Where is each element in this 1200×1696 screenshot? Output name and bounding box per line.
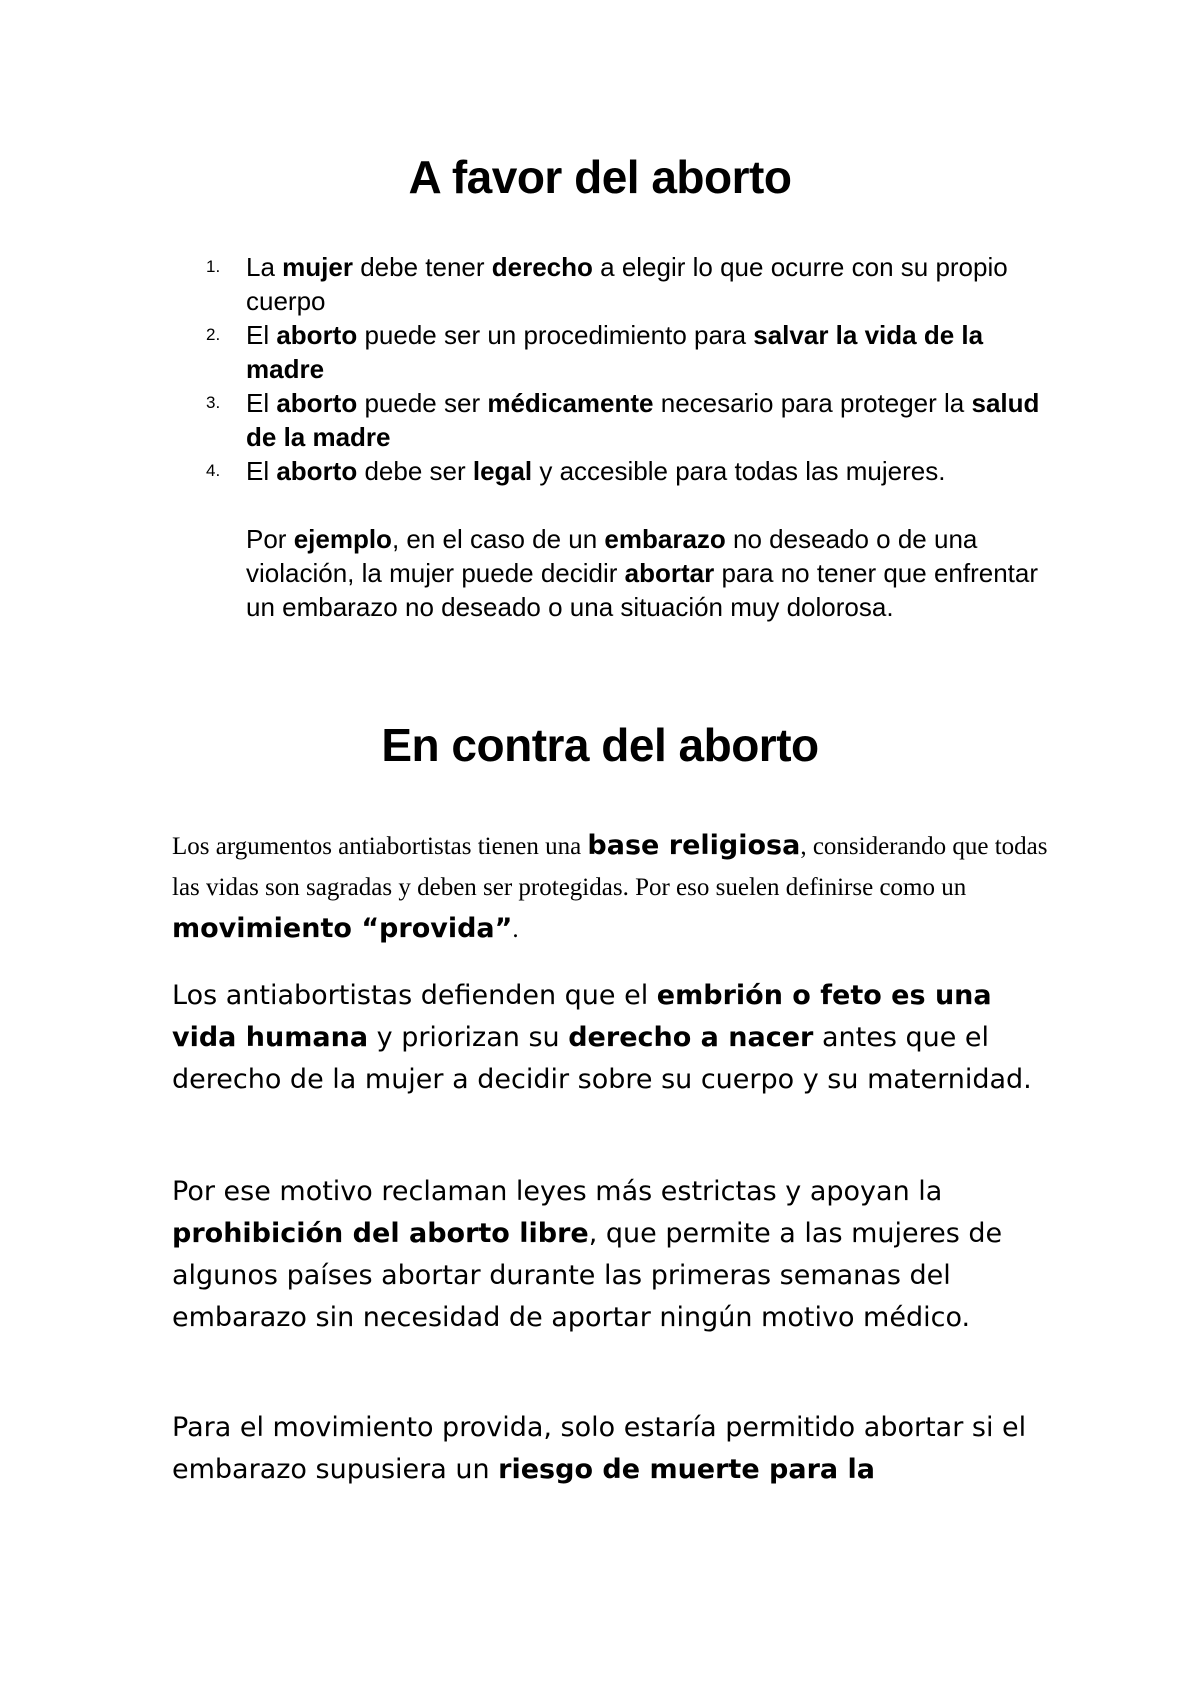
text-run: puede ser (357, 388, 488, 418)
bold-text: médicamente (487, 388, 654, 418)
list-item (206, 454, 1046, 488)
bold-text: riesgo de muerte para la (498, 1454, 875, 1485)
bold-text: ejemplo (293, 524, 392, 554)
list-number: 3. (206, 393, 221, 412)
bold-text: aborto (276, 320, 358, 350)
text-run: Para el movimiento provida, solo estaría permitido abortar si el embarazo supusiera un (172, 1412, 1027, 1485)
bold-text: salvar la vida de la madre (246, 320, 984, 384)
bold-text: base religiosa (587, 830, 801, 861)
text-run: El (246, 320, 277, 350)
text-run: antes que el derecho de la mujer a decidir sobre su cuerpo y su maternidad. (172, 1022, 1032, 1095)
bold-text: derecho (491, 252, 593, 282)
list-number: 1. (206, 257, 221, 276)
text-run: para no tener que enfrentar un embarazo no deseado o una situación muy dolorosa. (246, 558, 1039, 622)
paragraph-provida (172, 1407, 1052, 1491)
bold-text: mujer (282, 252, 353, 282)
text-run: y priorizan su (368, 1022, 569, 1053)
heading-favor: A favor del aborto (408, 151, 792, 203)
text-run: El (246, 456, 277, 486)
text-run: debe tener (352, 252, 492, 282)
bold-text: aborto (276, 456, 358, 486)
text-run: necesario para proteger la (653, 388, 972, 418)
text-run: , en el caso de un (391, 524, 605, 554)
bold-text: legal (472, 456, 533, 486)
text-run: , considerando que todas las vidas son sagradas y deben ser protegidas. Por eso suelen definirse como un (172, 833, 1048, 901)
text-run: Los argumentos antiabortistas tienen una (172, 833, 588, 860)
list-item (206, 250, 1046, 318)
text-run: debe ser (357, 456, 473, 486)
bold-text: prohibición del aborto libre (172, 1218, 589, 1249)
bold-text: derecho a nacer (568, 1022, 814, 1053)
bold-text: embrión o feto es una vida humana (172, 980, 992, 1053)
text-run: El (246, 388, 277, 418)
list-number: 4. (206, 461, 221, 480)
bold-text: movimiento “provida” (172, 913, 513, 944)
paragraph-religious-base (172, 825, 1052, 950)
list-item (206, 386, 1046, 454)
text-run: a elegir lo que ocurre con su propio cuerpo (246, 252, 1008, 316)
paragraph-embryo-life (172, 975, 1052, 1101)
paragraph-prohibition (172, 1171, 1052, 1339)
text-run: y accesible para todas las mujeres. (532, 456, 946, 486)
text-run: no deseado o de una violación, la mujer puede decidir (246, 524, 978, 588)
text-run: , que permite a las mujeres de algunos países abortar durante las primeras semanas del embarazo sin necesidad de aportar ningún motivo médico. (172, 1218, 1003, 1333)
bold-text: abortar (624, 558, 715, 588)
favor-list (206, 250, 1046, 488)
list-number: 2. (206, 325, 221, 344)
text-run: . (512, 916, 519, 943)
text-run: La (246, 252, 283, 282)
bold-text: aborto (276, 388, 358, 418)
heading-contra: En contra del aborto (381, 719, 819, 771)
text-run: puede ser un procedimiento para (357, 320, 754, 350)
text-run: Los antiabortistas defienden que el (172, 980, 657, 1011)
bold-text: embarazo (604, 524, 726, 554)
list-item (206, 318, 1046, 386)
bold-text: salud de la madre (246, 388, 1040, 452)
text-run: Por ese motivo reclaman leyes más estrictas y apoyan la (172, 1176, 943, 1207)
text-run: Por (246, 524, 294, 554)
example-paragraph (246, 522, 1046, 624)
